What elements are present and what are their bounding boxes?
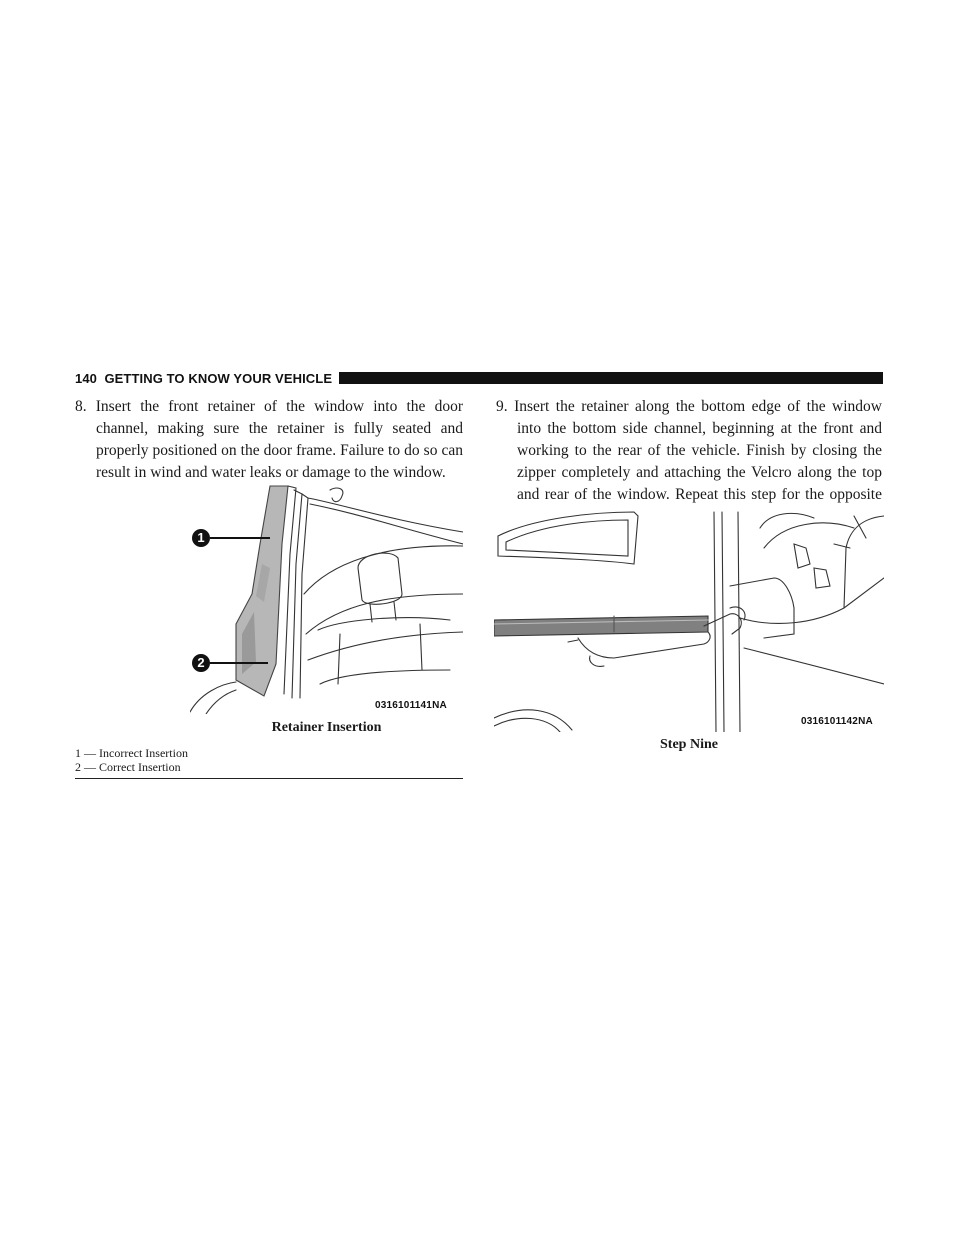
step-9-text: 9. Insert the retainer along the bottom edge of the window into the bottom side channel, beginning at the front and working to the rear of the vehicle. Finish by closing the zipper completely and attaching the Velcro along the top and rear of the window. Repeat this step for the opposite bbox=[496, 398, 882, 503]
figure-2-caption: Step Nine bbox=[660, 737, 718, 752]
page-number: 140 bbox=[75, 370, 97, 386]
retainer-insertion-drawing bbox=[190, 484, 463, 714]
figure-1-legend bbox=[75, 746, 463, 774]
section-title: GETTING TO KNOW YOUR VEHICLE bbox=[104, 370, 333, 386]
legend-item-1: 1 — Incorrect Insertion bbox=[75, 746, 188, 760]
left-column bbox=[75, 396, 463, 484]
figure-1-code: 0316101141NA bbox=[375, 700, 447, 711]
retainer-insertion-illustration bbox=[190, 484, 463, 714]
callout-1: 1 bbox=[192, 529, 210, 547]
callout-2: 2 bbox=[192, 654, 210, 672]
step-nine-drawing bbox=[494, 508, 884, 732]
legend-item-2: 2 — Correct Insertion bbox=[75, 760, 181, 774]
page-header bbox=[75, 369, 883, 387]
page-header-text bbox=[75, 371, 332, 386]
header-rule bbox=[339, 372, 883, 384]
step-nine-illustration bbox=[494, 508, 884, 732]
callout-2-leader bbox=[210, 662, 268, 664]
figure-1-caption: Retainer Insertion bbox=[271, 720, 382, 735]
step-8-text: 8. Insert the front retainer of the window into the door channel, making sure the retainer is fully seated and properly positioned on the door frame. Failure to do so can result in wind and water leaks or damage to the window. bbox=[75, 398, 463, 481]
legend-rule bbox=[75, 778, 463, 779]
figure-2-code: 0316101142NA bbox=[801, 716, 873, 727]
callout-1-leader bbox=[210, 537, 270, 539]
